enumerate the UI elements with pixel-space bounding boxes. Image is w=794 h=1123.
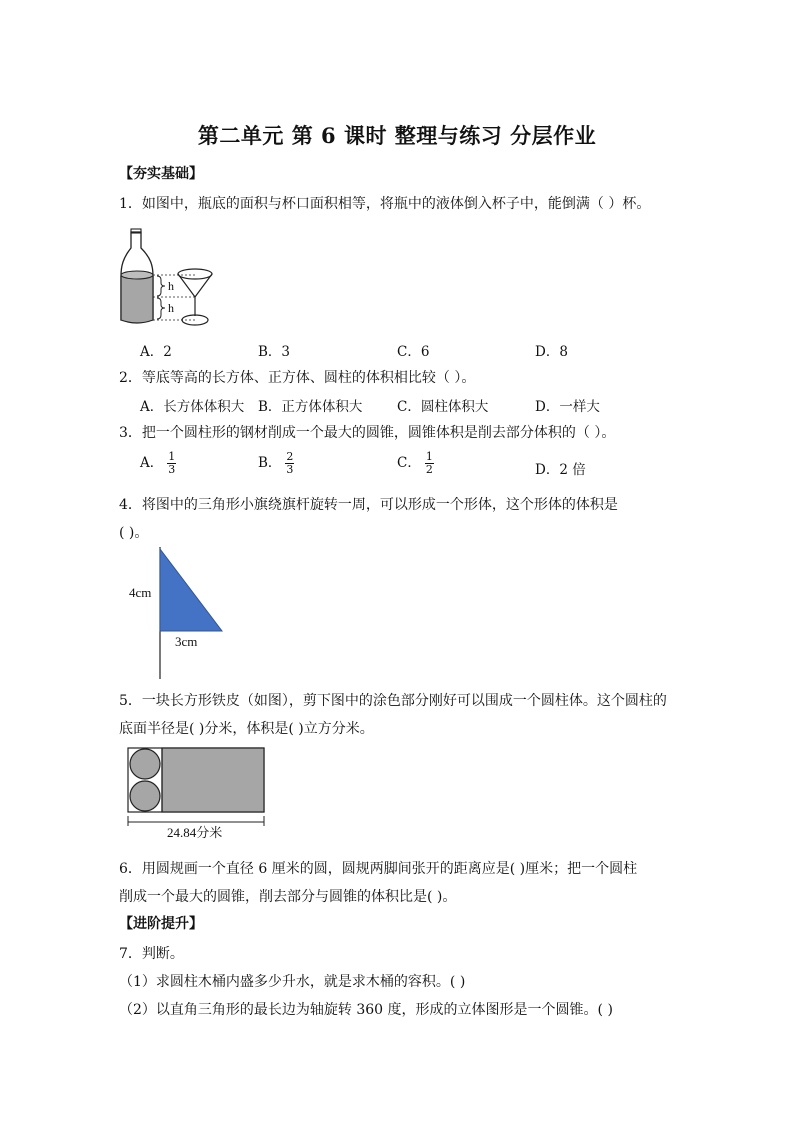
circle-top [130,749,160,779]
question-7-text: 7．判断。 [119,946,184,962]
question-3-text: 3．把一个圆柱形的钢材削成一个最大的圆锥，圆锥体积是削去部分体积的（ ）。 [119,425,616,441]
section-advanced-heading: 【进阶提升】 [119,916,203,932]
q3-option-c-prefix: C． [397,455,421,471]
question-5-line1: 5．一块长方形铁皮（如图），剪下图中的涂色部分刚好可以围成一个圆柱体。这个圆柱的 [119,693,667,709]
triangle-flag-figure [125,545,235,685]
triangle-flag [160,549,222,631]
base-label: 3cm [175,634,198,649]
section-basic-heading: 【夯实基础】 [119,166,203,182]
h-label-lower: h [168,301,174,315]
q3-option-a[interactable] [140,451,176,476]
q1-option-d[interactable]: D．8 [535,344,568,360]
bottle-and-glass-figure [115,228,225,330]
q1-option-c[interactable]: C．6 [397,344,430,360]
fraction-one-half: $\frac{1}{2}$ [425,450,433,476]
question-1-text: 1．如图中，瓶底的面积与杯口面积相等，将瓶中的液体倒入杯子中，能倒满（ ）杯。 [119,196,651,212]
height-label: 4cm [129,585,152,600]
bottle-liquid [121,273,153,323]
fraction-two-thirds: $\frac{2}{3}$ [286,450,294,476]
page-title: 第二单元 第 6 课时 整理与练习 分层作业 [197,123,597,148]
q3-option-c[interactable] [397,451,434,476]
h-label-upper: h [168,279,174,293]
question-6-line1: 6．用圆规画一个直径 6 厘米的圆，圆规两脚间张开的距离应是( )厘米；把一个圆柱 [119,861,638,877]
q3-option-b[interactable] [258,451,294,476]
length-label: 24.84分米 [167,825,223,840]
q2-option-b[interactable]: B．正方体体积大 [258,399,363,415]
question-7-item-1: （1）求圆柱木桶内盛多少升水，就是求木桶的容积。( ) [119,974,466,990]
q3-option-a-prefix: A． [140,455,164,471]
q2-option-d[interactable]: D．一样大 [535,399,600,415]
question-6-line2: 削成一个最大的圆锥，削去部分与圆锥的体积比是( )。 [119,889,457,905]
iron-sheet-figure [125,746,275,846]
question-4-line1: 4．将图中的三角形小旗绕旗杆旋转一周，可以形成一个形体，这个形体的体积是 [119,497,618,513]
question-5-line2: 底面半径是( )分米，体积是( )立方分米。 [119,721,374,737]
question-2-text: 2．等底等高的长方体、正方体、圆柱的体积相比较（ ）。 [119,370,476,386]
liquid-surface [121,271,153,279]
q2-option-c[interactable]: C．圆柱体积大 [397,399,489,415]
fraction-one-third: $\frac{1}{3}$ [168,450,176,476]
circle-bottom [130,781,160,811]
brace-upper [157,276,165,296]
question-4-line2: ( )。 [119,525,149,541]
q1-option-a[interactable]: A．2 [140,344,172,360]
q1-option-b[interactable]: B．3 [258,344,291,360]
shaded-rectangle [162,748,264,812]
q3-option-d[interactable]: D．2 倍 [535,462,586,478]
brace-lower [157,298,165,319]
glass-rim [178,269,212,279]
q3-option-b-prefix: B． [258,455,282,471]
q2-option-a[interactable]: A．长方体体积大 [140,399,245,415]
question-7-item-2: （2）以直角三角形的最长边为轴旋转 360 度，形成的立体图形是一个圆锥。( ) [119,1002,613,1018]
